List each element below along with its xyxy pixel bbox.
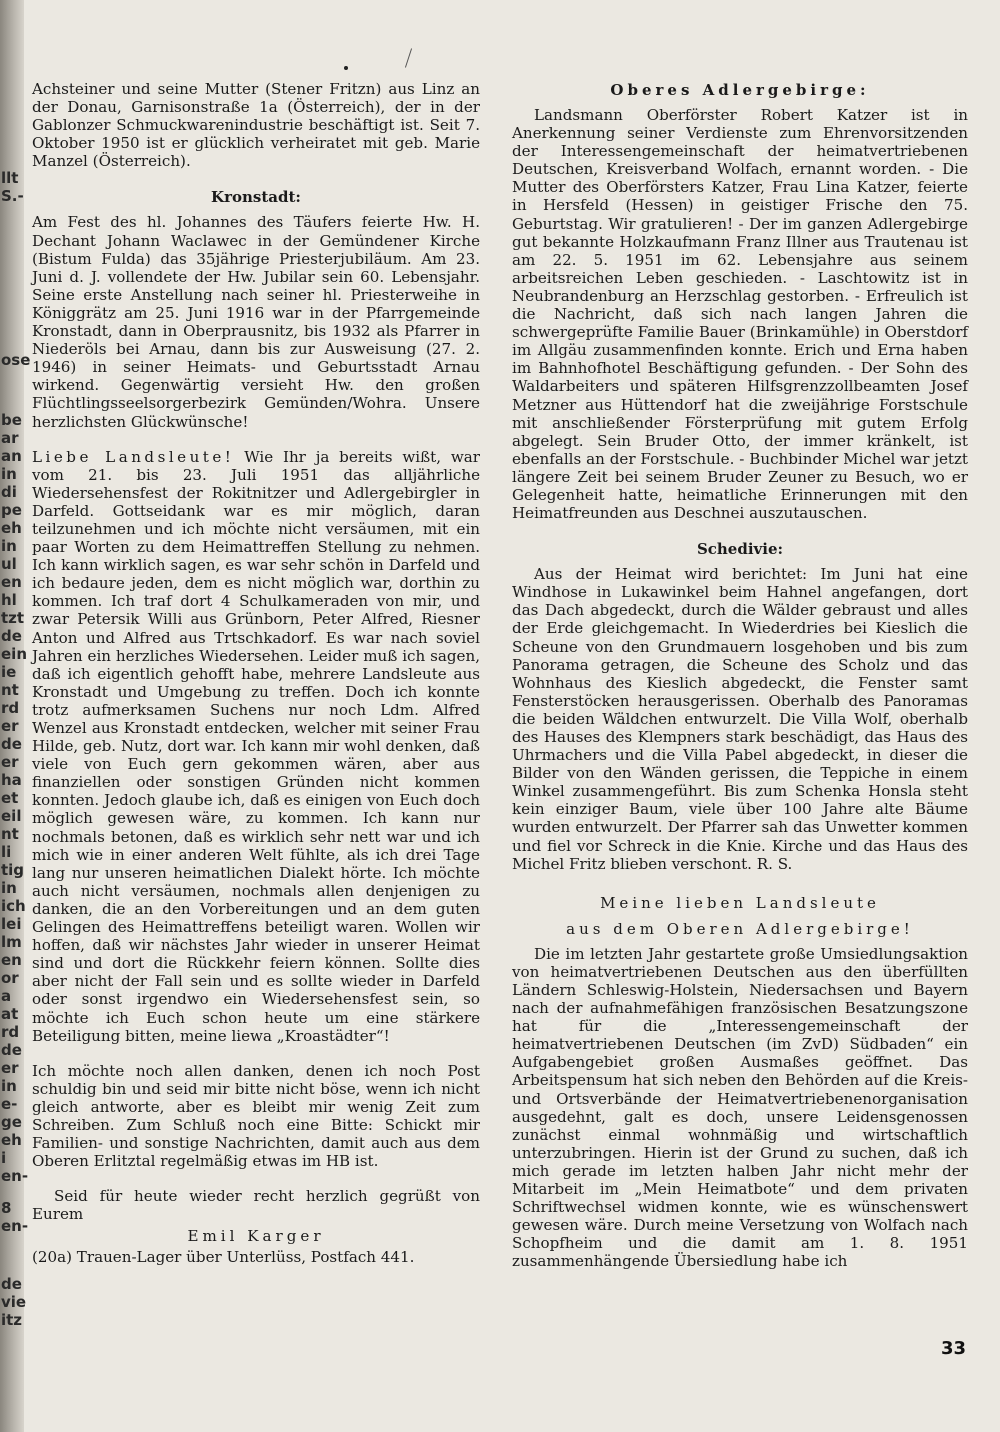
kronstadt-heading: Kronstadt: [211, 188, 301, 207]
page-number: 33 [940, 1338, 966, 1359]
edge-fragment: nt [1, 825, 19, 843]
edge-fragment: at [1, 1005, 19, 1023]
edge-fragment: ein [1, 645, 27, 663]
letter-paragraph [32, 448, 480, 1045]
edge-fragment: in [1, 537, 17, 555]
signature-address [32, 1248, 480, 1266]
edge-fragment: 8 [1, 1199, 12, 1217]
edge-fragment: de [1, 1041, 22, 1059]
edge-fragment: de [1, 735, 22, 753]
ink-dot [344, 66, 348, 70]
edge-fragment: de [1, 627, 22, 645]
edge-fragment: ul [1, 555, 17, 573]
edge-fragment: en- [1, 1217, 29, 1235]
edge-fragment: di [1, 483, 17, 501]
edge-fragment: itz [1, 1311, 23, 1329]
edge-fragment: rd [1, 1023, 20, 1041]
intro-paragraph: Achsteiner und seine Mutter (Stener Fritzn) aus Linz an der Donau, Garnisonstraße 1a (Österreich), der in der Gablonzer Schmuckwarenindustrie beschäftigt ist. Seit 7. Oktober 1950 ist er glücklich verheiratet mit geb. Marie Manzel (Österreich). [32, 80, 480, 171]
edge-fragment: ie [1, 663, 17, 681]
edge-fragment: or [1, 969, 19, 987]
edge-fragment: llt [1, 169, 19, 187]
edge-fragment: eh [1, 1131, 22, 1149]
edge-fragment: eh [1, 519, 22, 537]
letter-heading-line-2: aus dem Oberen Adlergebirge! [566, 919, 914, 938]
edge-fragment: pe [1, 501, 22, 519]
oberes-adlergebirge-paragraph: Landsmann Oberförster Robert Katzer ist in Anerkennung seiner Verdienste zum Ehrenvorsitzenden der Interessengemeinschaft der heimatvertriebenen Deutschen, Kreisverband Wolfach, ernannt worden. - Die Mutter des Oberförsters Katzer, Frau Lina Katzer, feierte in Hersfeld (Hessen) in geistiger Frische den 75. Geburtstag. Wir gratulieren! - Der im ganzen Adlergebirge gut bekannte Holzkaufmann Franz Illner aus Trautenau ist am 22. 5. 1951 im 62. Lebensjahre aus seinem arbeitsreichen Leben geschieden. - Laschtowitz ist in Neubrandenburg an Herzschlag gestorben. - Erfreulich ist die Nachricht, daß sich nach langen Jahren die schwergeprüfte Familie Bauer (Brinkamühle) in Oberstdorf im Allgäu zusammenfinden konnte. Erich und Erna haben im Bahnhofhotel Beschäftigung gefunden. - Der Sohn des Waldarbeiters und späteren Hilfsgrenzzollbeamten Josef Metzner aus Hüttendorf hat die zweijährige Forstschule mit anschließender Försterprüfung mit gutem Erfolg abgelegt. Sein Bruder Otto, der immer kränkelt, ist ebenfalls an der Forstschule. - Buchbinder Michel war jetzt längere Zeit bei seinem Bruder Zeuner zu Besuch, wo er Gelegenheit hatte, heimatliche Erinnerungen mit den Heimatfreunden aus Deschnei auszutauschen. [512, 106, 968, 523]
edge-fragment: lm [1, 933, 22, 951]
address-prefix: (20a) [32, 1247, 72, 1266]
edge-fragment: a [1, 987, 12, 1005]
letter-text: Wie Ihr ja bereits wißt, war vom 21. bis 23. Juli 1951 das alljährliche Wiedersehensfest der Rokitnitzer und Adlergebirgler in Darfeld. Gottseidank war es mir möglich, daran teilzunehmen und ich möchte nicht versäumen, mit ein paar Worten zu dem Heimattreffen Stellung zu nehmen. Ich kann wirklich sagen, es war sehr schön in Darfeld und ich bedaure jeden, dem es nicht möglich war, dorthin zu kommen. Ich traf dort 4 Schulkameraden von mir, und zwar Petersik Willi aus Grünborn, Peter Alfred, Riesner Anton und Alfred aus Trtschkadorf. Es war nach soviel Jahren ein herzliches Wiedersehen. Leider muß ich sagen, daß ich eigentlich gehofft habe, mehrere Landsleute aus Kronstadt und Umgebung zu treffen. Doch ich konnte trotz aufmerksamen Suchens nur noch Ldm. Alfred Wenzel aus Kronstadt entdecken, welcher mit seiner Frau Hilde, geb. Nutz, dort war. Ich kann mir wohl denken, daß viele von Euch gern gekommen wären, aber aus finanziellen oder sonstigen Gründen nicht kommen konnten. Jedoch glaube ich, daß es einigen von Euch doch möglich gewesen wäre, zu kommen. Ich kann nur nochmals betonen, daß es wirklich sehr nett war und ich mich wie in einer anderen Welt fühlte, als ich drei Tage lang nur unseren heimatlichen Dialekt hörte. Ich möchte auch nicht versäumen, nochmals allen denjenigen zu danken, die an den Vorbereitungen und an dem guten Gelingen des Heimattreffens beteiligt waren. Wollen wir hoffen, daß wir nächstes Jahr wieder in unserer Heimat sind und dort die Rückkehr feiern können. Sollte dies aber nicht der Fall sein und es sollte wieder in Darfeld oder sonst irgendwo ein Wiedersehensfest sein, so möchte ich Euch schon heute um eine stärkere Beteiligung bitten, meine liewa „Kroastädter“! [32, 447, 480, 1045]
letter-heading-line-1: Meine lieben Landsleute [600, 893, 880, 912]
schedivie-paragraph: Aus der Heimat wird berichtet: Im Juni hat eine Windhose in Lukawinkel beim Hahnel angefangen, dort das Dach abgedeckt, durch die Wälder gebraust und alles der Erde gleichgemacht. In Wiederdries bei Kieslich die Scheune von den Grundmauern losgehoben und bis zum Panorama getragen, die Scheune des Scholz und das Wohnhaus des Kieslich abgedeckt, die Fenster samt Fensterstöcken herausgerissen. Oberhalb des Panoramas die beiden Wäldchen entwurzelt. Die Villa Wolf, oberhalb des Hauses des Klempners stark beschädigt, das Haus des Uhrmachers und die Villa Pabel abgedeckt, in dieser die Bilder von den Wänden gerissen, die Teppiche in einem Winkel zusammengeführt. Bis zum Schenka Honsla steht kein einziger Baum, viele über 100 Jahre alte Bäume wurden entwurzelt. Der Pfarrer sah das Unwetter kommen und fiel vor Schreck in die Knie. Kirche und das Haus des Michel Fritz blieben verschont. R. S. [512, 565, 968, 873]
oberes-adlergebirge-heading: Oberes Adlergebirge: [610, 81, 870, 99]
signature-name: Emil Karger [187, 1227, 325, 1246]
edge-fragment: er [1, 753, 19, 771]
edge-fragment: vie [1, 1293, 27, 1311]
edge-fragment: er [1, 717, 19, 735]
ink-mark [405, 48, 412, 67]
letter-salutation: Liebe Landsleute! [32, 447, 235, 466]
edge-fragment: in [1, 465, 17, 483]
edge-fragment: an [1, 447, 22, 465]
edge-fragment: ar [1, 429, 19, 447]
edge-fragment: lei [1, 915, 22, 933]
edge-fragment: e- [1, 1095, 18, 1113]
edge-fragment: li [1, 843, 12, 861]
letter-paragraph-2: Ich möchte noch allen danken, denen ich noch Post schuldig bin und seid mir bitte nicht böse, wenn ich nicht gleich antworte, aber es bleibt mir wenig Zeit zum Schreiben. Zum Schluß noch eine Bitte: Schickt mir Familien- und sonstige Nachrichten, damit auch aus dem Oberen Erlitztal regelmäßig etwas im HB ist. [32, 1061, 480, 1171]
edge-fragment: et [1, 789, 19, 807]
letter-body-paragraph: Die im letzten Jahr gestartete große Umsiedlungsaktion von heimatvertriebenen Deutschen aus den überfüllten Ländern Schleswig-Holstein, Niedersachsen und Bayern nach der aufnahmefähigen französischen Besatzungszone hat für die „Interessengemeinschaft der heimatvertriebenen Deutschen (im ZvD) Südbaden“ ein Aufgabengebiet großen Ausmaßes geöffnet. Das Arbeitspensum hat sich neben den Behörden auf die Kreis- und Ortsverbände der Heimatvertriebenenorganisation ausgedehnt, galt es doch, unsere Leidensgenossen zunächst einmal wohnmäßig und wirtschaftlich unterzubringen. Hierin ist der Grund zu suchen, daß ich mich gerade im letzten halben Jahr nicht mehr der Mitarbeit im „Mein Heimatbote“ und dem privaten Schriftwechsel widmen konnte, wie es wünschenswert gewesen wäre. Durch meine Versetzung von Wolfach nach Schopfheim und die damit am 1. 8. 1951 zusammenhängende Übersiedlung habe ich [512, 944, 968, 1271]
edge-fragment: nt [1, 681, 19, 699]
edge-fragment: en [1, 573, 22, 591]
left-column [32, 80, 480, 1266]
edge-fragment: eil [1, 807, 22, 825]
edge-fragment: in [1, 1077, 17, 1095]
edge-fragment: ich [1, 897, 26, 915]
right-column [512, 80, 968, 1270]
edge-fragment: tig [1, 861, 25, 879]
edge-fragment: in [1, 879, 17, 897]
edge-fragment: ge [1, 1113, 22, 1131]
edge-fragment: S.- [1, 187, 24, 205]
edge-fragment: en [1, 951, 22, 969]
edge-fragment: er [1, 1059, 19, 1077]
edge-fragment: ha [1, 771, 22, 789]
kronstadt-paragraph: Am Fest des hl. Johannes des Täufers feierte Hw. H. Dechant Johann Waclawec in der Gemündener Kirche (Bistum Fulda) das 35jährige Priesterjubiläum. Am 23. Juni d. J. vollendete der Hw. Jubilar sein 60. Lebensjahr. Seine erste Anstellung nach seiner hl. Priesterweihe in Königgrätz am 25. Juni 1916 war in der Pfarrgemeinde Kronstadt, dann in Oberprausnitz, bis 1932 als Pfarrer in Niederöls bei Arnau, dann bis zur Ausweisung (27. 2. 1946) in seiner Heimats- und Geburtsstadt Arnau wirkend. Gegenwärtig versieht Hw. den großen Flüchtlingsseelsorgerbezirk Gemünden/Wohra. Unsere herzlichsten Glückwünsche! [32, 213, 480, 431]
address-text: Trauen-Lager über Unterlüss, Postfach 441. [76, 1247, 415, 1266]
schedivie-heading: Schedivie: [696, 540, 784, 559]
edge-fragment: de [1, 1275, 22, 1293]
edge-fragment: ose [1, 351, 31, 369]
edge-fragment: be [1, 411, 22, 429]
edge-fragment: hl [1, 591, 17, 609]
edge-fragment: tzt [1, 609, 25, 627]
edge-fragment: rd [1, 699, 20, 717]
closing-line: Seid für heute wieder recht herzlich gegrüßt von Eurem [32, 1187, 480, 1224]
edge-fragment: i [1, 1149, 7, 1167]
edge-fragment: en- [1, 1167, 29, 1185]
